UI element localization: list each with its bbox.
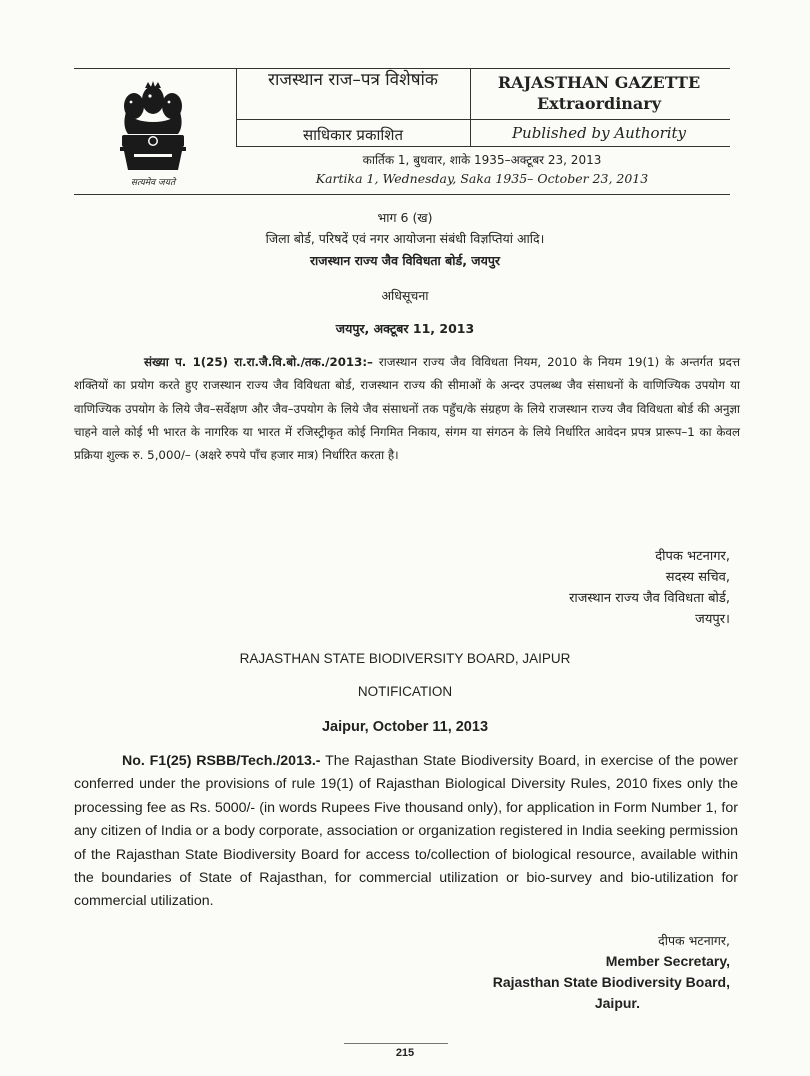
hindi-notification-body [74, 351, 740, 467]
hindi-subject: जिला बोर्ड, परिषदें एवं नगर आयोजना संबंधी विज्ञप्तियां आदि। [265, 231, 545, 246]
hindi-dateline: जयपुर, अक्टूबर 11, 2013 [335, 321, 475, 336]
english-signatory-place: Jaipur. [594, 995, 640, 1011]
footer-rule [344, 1043, 448, 1044]
english-board: RAJASTHAN STATE BIODIVERSITY BOARD, JAIPUR [239, 651, 571, 666]
hindi-published-by: साधिकार प्रकाशित [302, 126, 404, 144]
hindi-reference: संख्या प. 1(25) रा.रा.जै.वि.बो./तक./2013:– [144, 355, 373, 369]
masthead-top-rule [74, 68, 730, 69]
masthead-bottom-rule [74, 194, 730, 195]
masthead-mid-rule [236, 119, 730, 120]
english-dateline: Jaipur, October 11, 2013 [321, 719, 489, 735]
english-published-by: Published by Authority [511, 124, 687, 142]
hindi-signatory-place: जयपुर। [695, 612, 730, 627]
hindi-board: राजस्थान राज्य जैव विविधता बोर्ड, जयपुर [309, 253, 501, 268]
english-title: RAJASTHAN GAZETTE [497, 73, 701, 92]
hindi-body-text: राजस्थान राज्य जैव विविधता नियम, 2010 के नियम 19(1) के अन्तर्गत प्रदत्त शक्तियों का प्रयोग करते हुए राजस्थान राज्य जैव विविधता बोर्ड, राजस्थान राज्य की सीमाओं के अन्दर उपलब्ध जैव संसाधनों के वाणिज्यिक उपयोग या वाणिज्यिक उपयोग के लिये जैव–सर्वेक्षण और जैव–उपयोग के लिये जैव संसाधनों तक पहुँच/के संग्रहण के लिये राजस्थान राज्य जैव विविधता बोर्ड की अनुज्ञा चाहने वाले कोई भी भारत के नागरिक या भारत में रजिस्ट्रीकृत कोई निगमित निकाय, संगम या संगठन के लिये निर्धारित आवेदन प्रपत्र प्रारूप–1 का केवल प्रक्रिया शुल्क रु. 5,000/– (अक्षरे रुपये पाँच हजार मात्र) निर्धारित करता है। [74, 355, 740, 463]
hindi-signatory-name: दीपक भटनागर, [655, 549, 730, 564]
national-emblem-icon [112, 78, 194, 174]
masthead-lower-rule [236, 146, 730, 147]
english-signatory-name: दीपक भटनागर, [658, 933, 730, 948]
hindi-notification-title: अधिसूचना [381, 288, 429, 303]
date-line-hindi: कार्तिक 1, बुधवार, शाके 1935–अक्टूबर 23, 2013 [362, 153, 602, 167]
english-subtitle: Extraordinary [536, 94, 661, 113]
hindi-part: भाग 6 (ख) [377, 210, 433, 225]
english-reference: No. F1(25) RSBB/Tech./2013.- [122, 753, 321, 769]
english-signature-block [493, 930, 730, 1014]
hindi-signature-block [569, 546, 730, 630]
hindi-signatory-title: सदस्य सचिव, [665, 570, 730, 585]
english-signatory-title: Member Secretary, [605, 953, 730, 969]
english-body-text: The Rajasthan State Biodiversity Board, in exercise of the power conferred under the provisions of rule 19(1) of Rajasthan Biological Diversity Rules, 2010 fixes only the processing fee as Rs. 5000/- (in words Rupees Five thousand only), for application in Form Number 1, for any citizen of India or a body corporate, association or organization registered in India seeking permission of the Rajasthan State Biodiversity Board for access to/collection of biological resource, available within the boundaries of State of Rajasthan, for commercial utilization or bio-survey and bio-utilization for commercial utilization. [74, 753, 738, 910]
hindi-signatory-board: राजस्थान राज्य जैव विविधता बोर्ड, [569, 591, 730, 606]
emblem-motto: सत्यमेव जयते [130, 178, 176, 188]
hindi-gazette-title: राजस्थान राज–पत्र विशेषांक [268, 70, 438, 90]
date-line-english: Kartika 1, Wednesday, Saka 1935– October 23, 2013 [315, 171, 649, 186]
page-number: 215 [395, 1047, 415, 1059]
english-gazette-title [470, 72, 728, 114]
english-notification-title: NOTIFICATION [357, 684, 453, 699]
english-signatory-board: Rajasthan State Biodiversity Board, [492, 974, 730, 990]
english-notification-body [74, 750, 738, 914]
